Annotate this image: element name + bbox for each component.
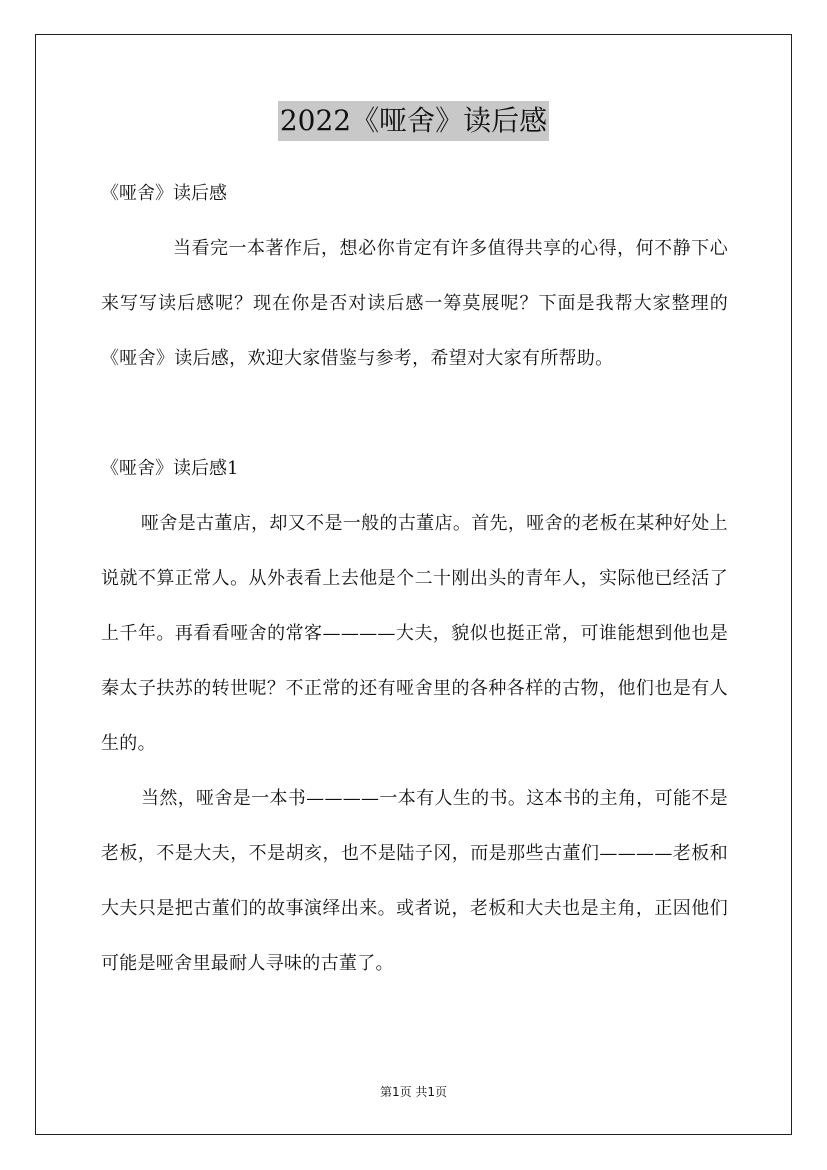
document-title: 2022《哑舍》读后感 [278, 101, 549, 141]
body-paragraph-2: 当然，哑舍是一本书————一本有人生的书。这本书的主角，可能不是老板，不是大夫，不是胡亥，也不是陆子冈，而是那些古董们————老板和大夫只是把古董们的故事演绎出来。或者说，老板和大夫也是主角，正因他们可能是哑舍里最耐人寻味的古董了。 [101, 788, 728, 974]
section-heading: 《哑舍》读后感1 [101, 458, 239, 479]
document-subtitle: 《哑舍》读后感 [101, 183, 227, 204]
intro-paragraph: 当看完一本著作后，想必你肯定有许多值得共享的心得，何不静下心来写写读后感呢？现在你是否对读后感一筹莫展呢？下面是我帮大家整理的《哑舍》读后感，欢迎大家借鉴与参考，希望对大家有所帮助。 [101, 238, 728, 369]
title-container [0, 101, 827, 141]
paragraph-gap [101, 386, 728, 441]
page-footer: 第1页 共1页 [379, 1085, 448, 1099]
body-paragraph-1: 哑舍是古董店，却又不是一般的古董店。首先，哑舍的老板在某种好处上说就不算正常人。从外表看上去他是个二十刚出头的青年人，实际他已经活了上千年。再看看哑舍的常客————大夫，貌似也挺正常，可谁能想到他也是秦太子扶苏的转世呢？不正常的还有哑舍里的各种各样的古物，他们也是有人生的。 [101, 513, 728, 754]
document-body [101, 166, 728, 991]
